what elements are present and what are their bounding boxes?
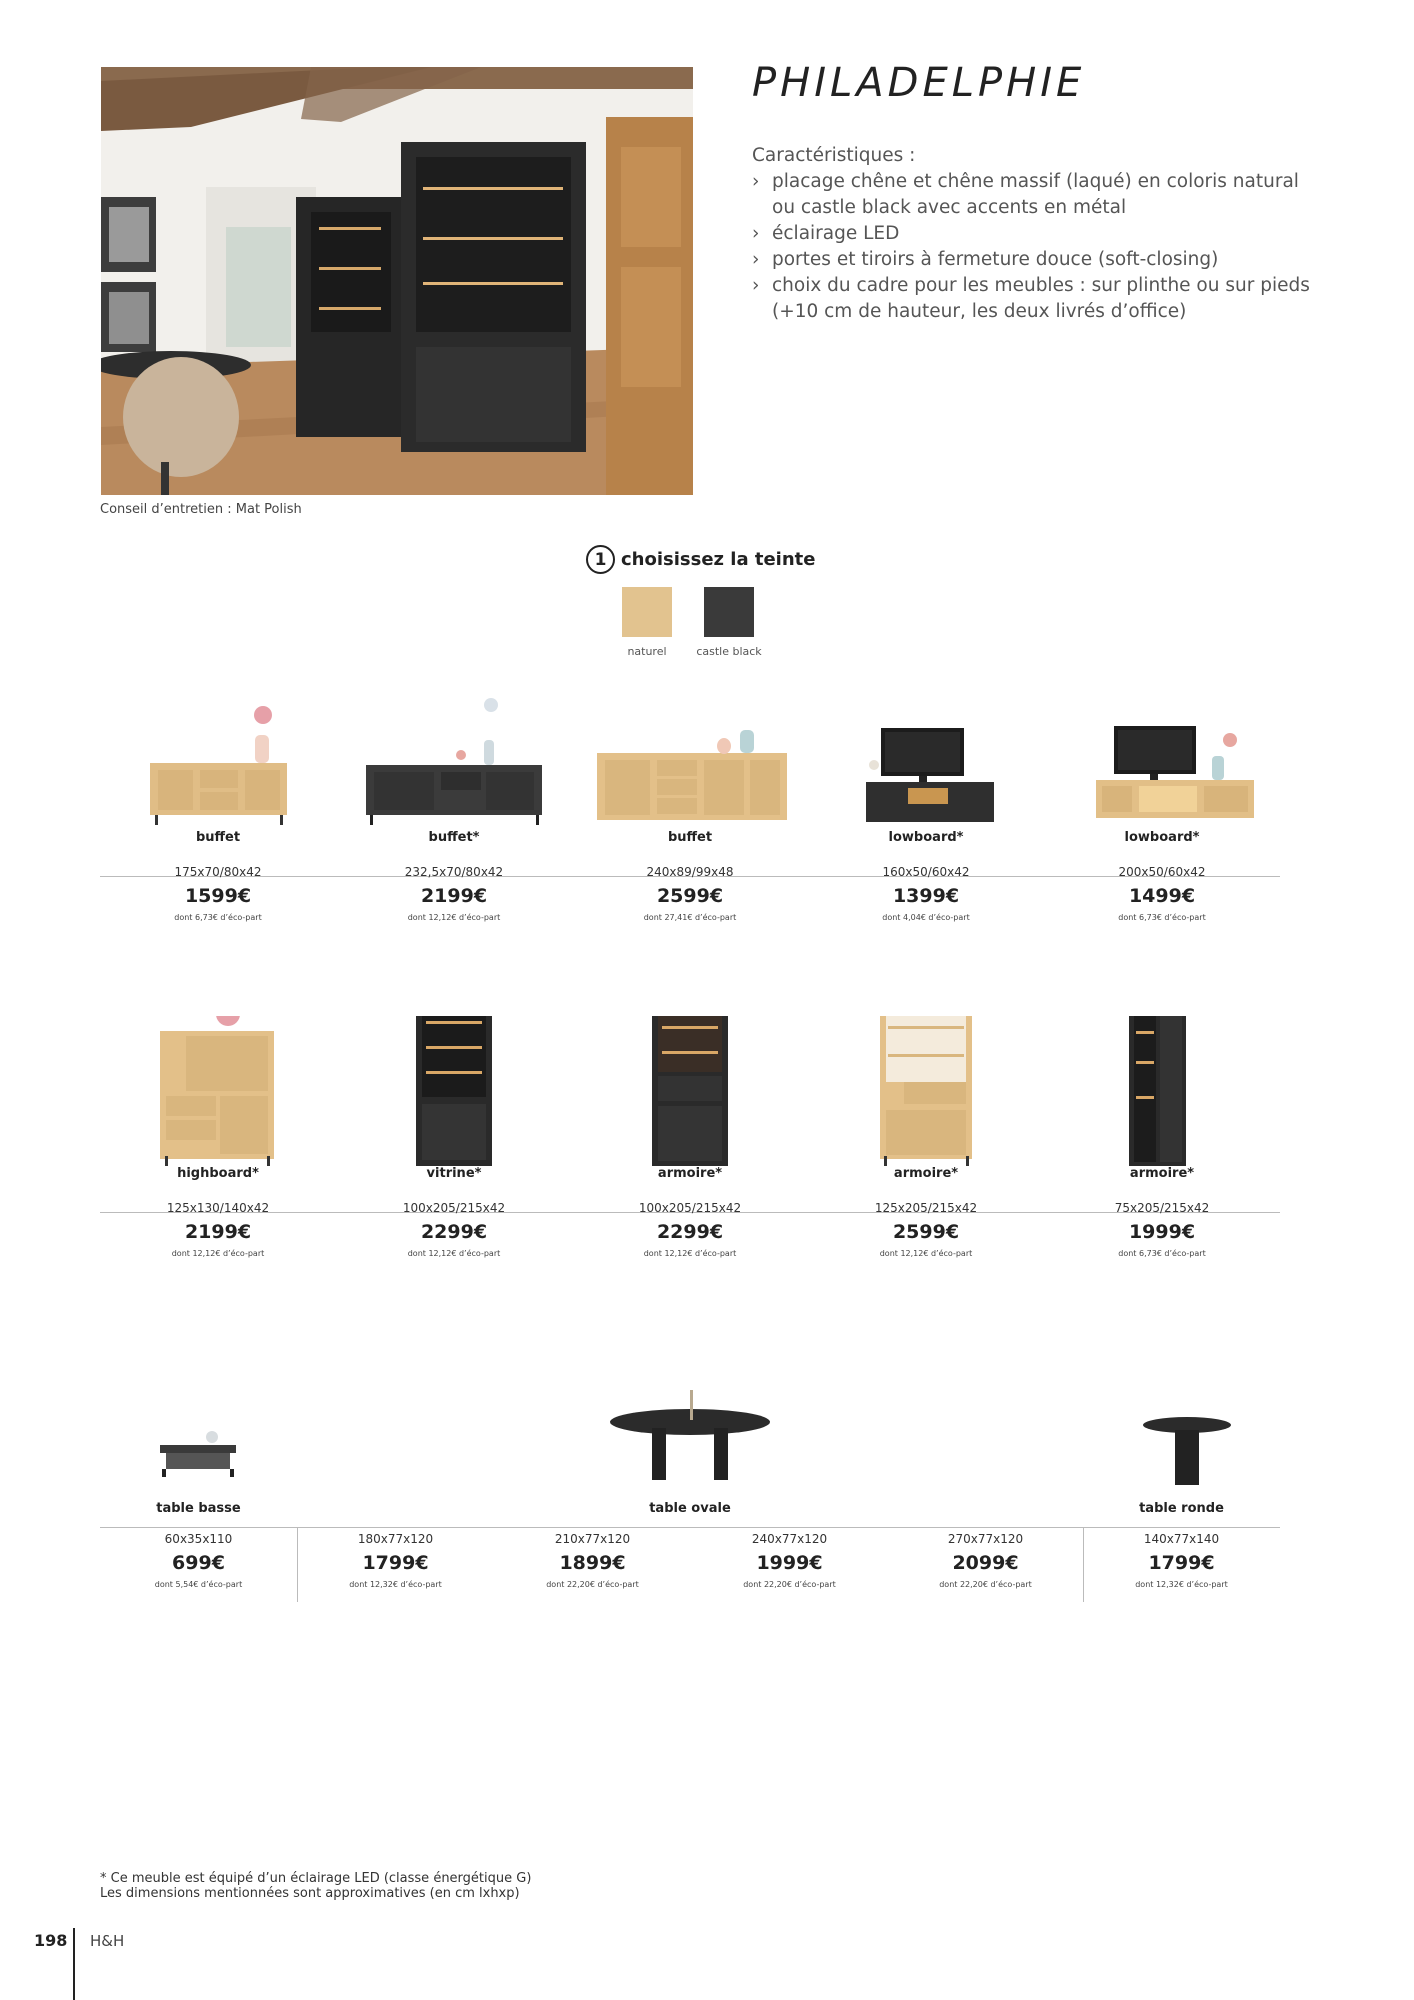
product-price: 1799€ [1148, 1552, 1215, 1574]
eco-part: dont 12,12€ d’éco-part [879, 1249, 973, 1258]
eco-part: dont 6,73€ d’éco-part [1118, 913, 1206, 922]
product-dimensions: 125x130/140x42 [166, 1201, 270, 1215]
product-name: armoire* [657, 1166, 723, 1181]
tint-chooser-heading [586, 545, 815, 574]
product-price: 2299€ [656, 1221, 724, 1243]
eco-part: dont 27,41€ d’éco-part [643, 913, 737, 922]
product-dimensions: 270x77x120 [947, 1532, 1024, 1546]
page-number: 198 [34, 1931, 68, 1950]
feature-item: › éclairage LED [752, 221, 1312, 247]
lowboard-icon [1044, 680, 1280, 830]
swatch-castle-black[interactable] [704, 587, 754, 637]
table-variant[interactable] [297, 1532, 494, 1589]
eco-part: dont 12,12€ d’éco-part [407, 1249, 501, 1258]
table-basse-image [150, 1425, 250, 1489]
product-card[interactable] [808, 1016, 1044, 1258]
product-dimensions: 180x77x120 [357, 1532, 434, 1546]
chevron-right-icon: › [752, 249, 760, 270]
product-price: 2599€ [892, 1221, 960, 1243]
product-price: 1899€ [559, 1552, 626, 1574]
product-card[interactable] [100, 680, 336, 922]
product-dimensions: 210x77x120 [554, 1532, 631, 1546]
table-variant[interactable] [100, 1532, 297, 1589]
product-dimensions: 125x205/215x42 [874, 1201, 978, 1215]
product-name: table ovale [649, 1501, 731, 1516]
divider [100, 1527, 1280, 1528]
product-dimensions: 100x205/215x42 [638, 1201, 742, 1215]
table-variant[interactable] [494, 1532, 691, 1589]
eco-part: dont 5,54€ d’éco-part [154, 1580, 243, 1589]
step-number-badge: 1 [586, 545, 615, 574]
swatch-naturel[interactable] [622, 587, 672, 637]
product-card[interactable] [1044, 1016, 1280, 1258]
eco-part: dont 22,20€ d’éco-part [546, 1580, 639, 1589]
product-dimensions: 160x50/60x42 [882, 865, 970, 879]
product-name: table basse [156, 1501, 241, 1516]
product-price: 1999€ [756, 1552, 823, 1574]
product-card[interactable] [336, 1016, 572, 1258]
eco-part: dont 12,32€ d’éco-part [1135, 1580, 1228, 1589]
product-card[interactable] [1044, 680, 1280, 922]
product-card[interactable] [572, 1016, 808, 1258]
product-card[interactable] [808, 680, 1044, 922]
product-dimensions: 60x35x110 [164, 1532, 233, 1546]
care-advice-caption: Conseil d’entretien : Mat Polish [100, 502, 302, 517]
chevron-right-icon: › [752, 275, 760, 296]
product-price: 2199€ [184, 1221, 252, 1243]
footnote-dimensions: Les dimensions mentionnées sont approximatives (en cm lxhxp) [100, 1886, 520, 1901]
feature-item: › placage chêne et chêne massif (laqué) en coloris natural ou castle black avec accents en métal [752, 169, 1312, 221]
highboard-icon [100, 1016, 336, 1166]
buffet-icon [572, 680, 808, 830]
product-price: 2599€ [656, 885, 724, 907]
product-name: lowboard* [1124, 830, 1200, 845]
product-name: buffet [667, 830, 713, 845]
feature-item: › choix du cadre pour les meubles : sur plinthe ou sur pieds (+10 cm de hauteur, les deux livrés d’office) [752, 273, 1312, 325]
buffet-icon [336, 680, 572, 830]
product-card[interactable] [572, 680, 808, 922]
product-dimensions: 240x77x120 [751, 1532, 828, 1546]
table-variant[interactable] [691, 1532, 888, 1589]
features-list [752, 143, 1312, 325]
product-price: 699€ [172, 1552, 225, 1574]
product-dimensions: 140x77x140 [1143, 1532, 1220, 1546]
eco-part: dont 22,20€ d’éco-part [743, 1580, 836, 1589]
tint-chooser-title: choisissez la teinte [621, 549, 816, 570]
eco-part: dont 12,12€ d’éco-part [171, 1249, 265, 1258]
product-name: vitrine* [426, 1166, 482, 1181]
product-price: 2299€ [420, 1221, 488, 1243]
footnote [100, 1871, 531, 1901]
eco-part: dont 12,12€ d’éco-part [407, 913, 501, 922]
product-dimensions: 232,5x70/80x42 [404, 865, 504, 879]
chevron-right-icon: › [752, 171, 760, 192]
chevron-right-icon: › [752, 223, 760, 244]
product-dimensions: 200x50/60x42 [1118, 865, 1206, 879]
product-name: table ronde [1139, 1501, 1224, 1516]
product-price: 1499€ [1128, 885, 1196, 907]
product-name: highboard* [177, 1166, 259, 1181]
eco-part: dont 4,04€ d’éco-part [882, 913, 970, 922]
product-price: 1599€ [184, 885, 252, 907]
table-variant[interactable] [888, 1532, 1083, 1589]
product-dimensions: 75x205/215x42 [1114, 1201, 1210, 1215]
eco-part: dont 12,32€ d’éco-part [349, 1580, 442, 1589]
product-price: 1799€ [362, 1552, 429, 1574]
armoire-icon [572, 1016, 808, 1166]
hero-photo [101, 67, 693, 495]
product-price: 2099€ [952, 1552, 1019, 1574]
buffet-icon [100, 680, 336, 830]
eco-part: dont 12,12€ d’éco-part [643, 1249, 737, 1258]
eco-part: dont 6,73€ d’éco-part [174, 913, 262, 922]
armoire-icon [808, 1016, 1044, 1166]
table-ovale-image [600, 1380, 780, 1494]
product-name: buffet [195, 830, 241, 845]
eco-part: dont 6,73€ d’éco-part [1118, 1249, 1206, 1258]
product-dimensions: 100x205/215x42 [402, 1201, 506, 1215]
product-card[interactable] [336, 680, 572, 922]
brand-name: H&H [90, 1932, 125, 1950]
product-name: armoire* [1129, 1166, 1195, 1181]
lowboard-icon [808, 680, 1044, 830]
eco-part: dont 22,20€ d’éco-part [939, 1580, 1032, 1589]
features-heading: Caractéristiques : [752, 145, 916, 166]
table-ronde-image [1135, 1410, 1235, 1494]
product-dimensions: 175x70/80x42 [174, 865, 262, 879]
swatch-label: castle black [696, 645, 762, 658]
footnote-led: * Ce meuble est équipé d’un éclairage LED (classe énergétique G) [100, 1871, 532, 1886]
product-name: lowboard* [888, 830, 964, 845]
feature-item: › portes et tiroirs à fermeture douce (soft-closing) [752, 247, 1312, 273]
product-card[interactable] [100, 1016, 336, 1258]
product-price: 2199€ [420, 885, 488, 907]
table-variant[interactable] [1083, 1532, 1280, 1589]
product-name: buffet* [428, 830, 480, 845]
product-dimensions: 240x89/99x48 [646, 865, 734, 879]
page-divider [73, 1928, 75, 2000]
product-price: 1399€ [892, 885, 960, 907]
collection-title: PHILADELPHIE [752, 60, 1086, 106]
swatch-label: naturel [627, 645, 667, 658]
vitrine-icon [336, 1016, 572, 1166]
product-name: armoire* [893, 1166, 959, 1181]
product-price: 1999€ [1128, 1221, 1196, 1243]
armoire-icon [1044, 1016, 1280, 1166]
